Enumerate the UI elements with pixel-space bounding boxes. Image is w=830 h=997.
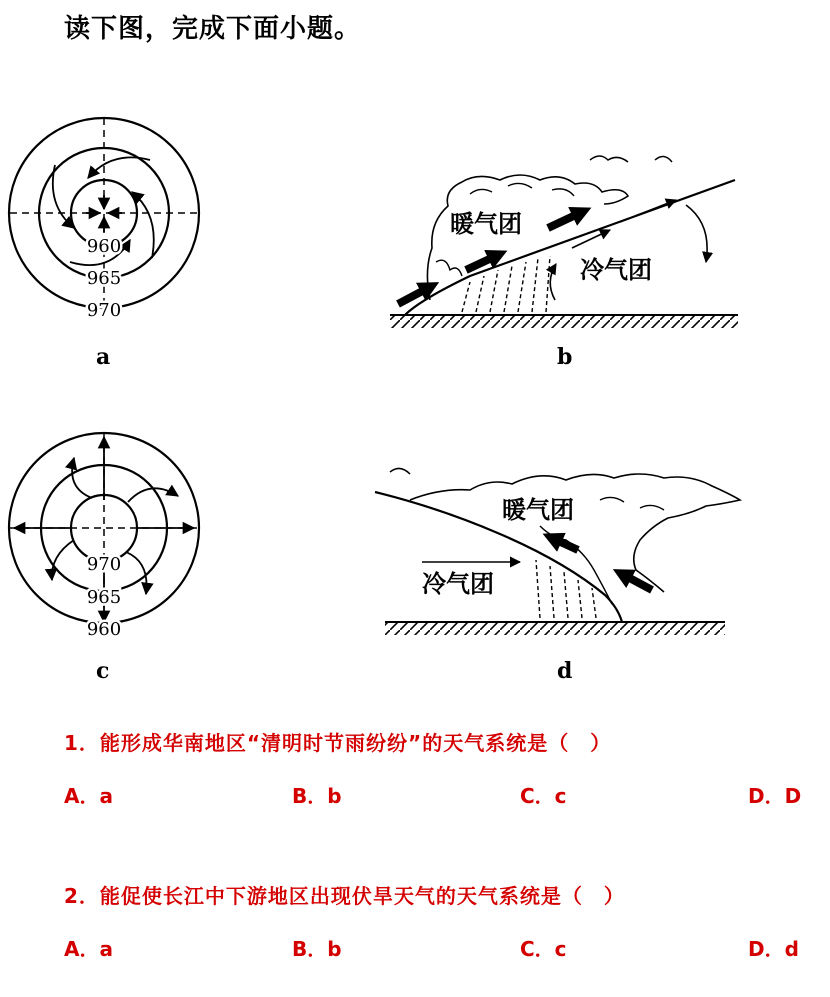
warm-air-mass-label: 暖气团: [450, 210, 522, 238]
question-2-option-b[interactable]: B．b: [292, 937, 342, 961]
question-1-option-d[interactable]: D．D: [748, 784, 802, 808]
isobar-label-1: 960: [86, 236, 122, 257]
question-2-option-d[interactable]: D．d: [748, 937, 799, 961]
question-2-option-a[interactable]: A．a: [64, 937, 113, 961]
figure-a-label: a: [96, 344, 111, 370]
figure-b-label: b: [557, 344, 573, 370]
isobar-label-3: 970: [86, 300, 122, 321]
isobar-label-1: 970: [86, 554, 122, 575]
figure-c-label: c: [96, 658, 110, 684]
figure-d-cold-front: [375, 468, 740, 635]
question-1-option-b[interactable]: B．b: [292, 784, 342, 808]
page-title: 读下图，完成下面小题。: [64, 14, 362, 44]
question-2-stem: 2．能促使长江中下游地区出现伏旱天气的天气系统是（ ）: [64, 884, 625, 908]
question-1-option-a[interactable]: A．a: [64, 784, 113, 808]
question-2-option-c[interactable]: C．c: [520, 937, 567, 961]
figure-c-anticyclone: [9, 433, 199, 640]
figure-b-warm-front: [390, 156, 738, 328]
cold-air-mass-label: 冷气团: [422, 570, 494, 598]
question-1-stem: 1．能形成华南地区“清明时节雨纷纷”的天气系统是（ ）: [64, 731, 612, 755]
figure-a-cyclone: [9, 118, 199, 321]
isobar-label-3: 960: [86, 619, 122, 640]
isobar-label-2: 965: [86, 268, 122, 289]
question-1-option-c[interactable]: C．c: [520, 784, 567, 808]
cold-air-mass-label: 冷气团: [580, 256, 652, 284]
warm-air-mass-label: 暖气团: [502, 496, 574, 524]
isobar-label-2: 965: [86, 587, 122, 608]
figure-d-label: d: [557, 658, 573, 684]
